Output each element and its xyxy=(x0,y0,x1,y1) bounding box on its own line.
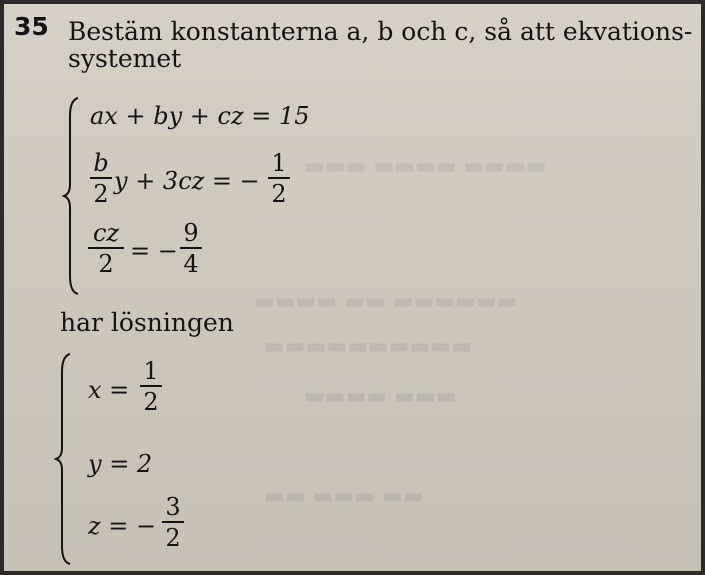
equation-3-lhs-fraction xyxy=(88,220,124,277)
fraction-bar xyxy=(90,177,112,179)
solution-y: y = 2 xyxy=(88,450,153,478)
solution-brace xyxy=(54,352,74,566)
fraction-bar xyxy=(180,247,202,249)
solution-z-lhs: z = − xyxy=(88,512,157,540)
fraction-bar xyxy=(88,247,124,249)
fraction-denominator: 2 xyxy=(98,250,114,278)
fraction-denominator: 4 xyxy=(183,250,199,278)
bleed-through-texture: ▬▬▬▬▬▬▬▬▬▬ xyxy=(264,334,472,359)
problem-intro-line-2: systemet xyxy=(68,44,182,73)
fraction-bar xyxy=(140,385,162,387)
equation-1 xyxy=(90,102,310,130)
fraction-numerator: 3 xyxy=(165,493,181,521)
equation-1-text: ax + by + cz = 15 xyxy=(90,102,310,130)
equation-2-rhs-fraction xyxy=(268,150,290,207)
fraction-numerator: 1 xyxy=(143,357,159,385)
fraction-numerator: 1 xyxy=(271,149,287,177)
fraction-numerator: b xyxy=(93,149,109,177)
solution-x-lhs: x = xyxy=(88,376,130,404)
fraction-denominator: 2 xyxy=(143,388,159,416)
problem-number: 35 xyxy=(14,12,49,41)
equation-3-rhs-fraction xyxy=(180,220,202,277)
equation-3-text: = − xyxy=(130,237,178,265)
bleed-through-texture: ▬▬▬▬ ▬▬▬ xyxy=(304,384,457,409)
fraction-bar xyxy=(268,177,290,179)
solution-z-fraction xyxy=(162,494,184,551)
bleed-through-texture: ▬▬ ▬▬▬ ▬▬ xyxy=(264,484,424,509)
solution-intro-text: har lösningen xyxy=(60,308,234,337)
problem-intro-line-1: Bestäm konstanterna a, b och c, så att ekvations- xyxy=(68,17,693,46)
equation-2-coefficient-fraction xyxy=(90,150,112,207)
bleed-through-texture: ▬▬▬▬ ▬▬ ▬▬▬▬▬▬ xyxy=(254,289,518,314)
equation-2-text: y + 3cz = − xyxy=(114,167,260,195)
textbook-page-photo xyxy=(4,4,701,571)
fraction-bar xyxy=(162,521,184,523)
fraction-numerator: 9 xyxy=(183,219,199,247)
fraction-numerator: cz xyxy=(92,219,120,247)
fraction-denominator: 2 xyxy=(271,180,287,208)
fraction-denominator: 2 xyxy=(93,180,109,208)
bleed-through-texture: ▬▬▬ ▬▬▬▬ ▬▬▬▬ xyxy=(304,154,547,179)
solution-x-fraction xyxy=(140,358,162,415)
system-brace xyxy=(62,96,82,296)
fraction-denominator: 2 xyxy=(165,524,181,552)
